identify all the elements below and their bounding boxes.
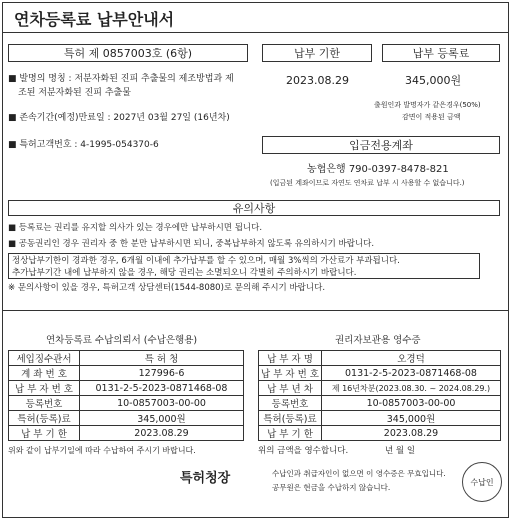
row-value: 0131-2-5-2023-0871468-08: [322, 366, 501, 381]
row-label: 납 부 자 번 호: [259, 366, 322, 381]
bank-account-note: (입금된 계좌이므로 자연도 연차료 납부 시 사용할 수 없습니다.): [270, 179, 465, 187]
title-divider: [3, 32, 509, 33]
row-label: 등록번호: [259, 396, 322, 411]
fee-reduction-note: 출원인과 발명자가 같은경우(50%): [374, 101, 481, 109]
due-date-value: 2023.08.29: [286, 74, 349, 87]
row-value: 10-0857003-00-00: [322, 396, 501, 411]
bank-account-number: 농협은행 790-0397-8478-821: [307, 164, 449, 175]
notice-header: 유의사항: [8, 200, 500, 216]
bank-slip-footer: 위와 같이 납부기일에 따라 수납하여 주시기 바랍니다.: [8, 446, 196, 455]
patent-number: 특허 제 0857003호 (6항): [8, 44, 248, 62]
row-label: 특허(등록)료: [9, 411, 80, 426]
row-value: 2023.08.29: [80, 426, 244, 441]
payment-stamp: 수납인: [462, 462, 502, 502]
slip-divider: [3, 310, 509, 311]
bank-slip-title: 연차등록료 수납의뢰서 (수납은행용): [46, 335, 198, 346]
row-label: 납 부 기 한: [9, 426, 80, 441]
fee-reduction-applied: 감면이 적용된 금액: [402, 113, 461, 121]
late-payment-warning-line2: 추가납부기간 내에 납부하지 않을 경우, 해당 권리는 소멸되오니 각별히 주의하시기 바랍니다.: [12, 268, 357, 278]
row-value: 제 16년차분(2023.08.30. ~ 2024.08.29.): [322, 381, 501, 396]
row-value: 0131-2-5-2023-0871468-08: [80, 381, 244, 396]
customer-number: ■ 특허고객번호 : 4-1995-054370-6: [8, 140, 159, 150]
bank-account-header: 입금전용계좌: [262, 136, 500, 154]
row-label: 특허(등록)료: [259, 411, 322, 426]
row-value: 10-0857003-00-00: [80, 396, 244, 411]
row-value: 345,000원: [322, 411, 501, 426]
row-label: 납 부 년 차: [259, 381, 322, 396]
table-row: [9, 396, 244, 411]
row-label: 계 좌 번 호: [9, 366, 80, 381]
row-label: 등록번호: [9, 396, 80, 411]
notice-item-1: ■ 등록료는 권리를 유지할 의사가 있는 경우에만 납부하시면 됩니다.: [8, 223, 263, 233]
table-row: [9, 411, 244, 426]
notice-item-2: ■ 공동권리인 경우 권리자 중 한 분만 납부하시면 되니, 중복납부하지 않도록 유의하시기 바랍니다.: [8, 239, 375, 249]
table-row: [9, 366, 244, 381]
row-value: 345,000원: [80, 411, 244, 426]
row-label: 납 부 기 한: [259, 426, 322, 441]
inquiry-note: ※ 문의사항이 있을 경우, 특허고객 상담센터(1544-8080)로 문의해 주시기 바랍니다.: [8, 283, 326, 293]
row-label: 세입징수관서: [9, 351, 80, 366]
table-row: [259, 351, 501, 366]
table-row: [259, 381, 501, 396]
table-row: [259, 396, 501, 411]
late-payment-warning-line1: 정상납부기한이 경과한 경우, 6개월 이내에 추가납부를 할 수 있으며, 매월 3%씩의 가산료가 부과됩니다.: [12, 256, 400, 266]
due-date-header: 납부 기한: [262, 44, 372, 62]
table-row: [259, 411, 501, 426]
document-title: 연차등록료 납부안내서: [14, 10, 175, 29]
receipt-title: 권리자보관용 영수증: [335, 335, 421, 346]
row-value: 2023.08.29: [322, 426, 501, 441]
invention-title-line1: ■ 발명의 명칭 : 저분자화된 진피 추출물의 제조방법과 제: [8, 74, 234, 84]
row-value: 127996-6: [80, 366, 244, 381]
receipt-note-2: 공무원은 현금을 수납하지 않습니다.: [272, 483, 391, 492]
expiry-date: ■ 존속기간(예정)만료일 : 2027년 03월 27일 (16년차): [8, 113, 230, 123]
row-label: 납 부 자 번 호: [9, 381, 80, 396]
table-row: [9, 351, 244, 366]
table-row: [9, 426, 244, 441]
fee-amount-value: 345,000원: [405, 74, 462, 87]
row-value: 오경덕: [322, 351, 501, 366]
fee-header: 납부 등록료: [382, 44, 500, 62]
receipt-footer: 위의 금액을 영수합니다.: [258, 446, 349, 456]
receipt-table: [258, 350, 501, 441]
row-label: 납 부 자 명: [259, 351, 322, 366]
row-value: 특 허 청: [80, 351, 244, 366]
table-row: [259, 366, 501, 381]
issuer-name: 특허청장: [180, 471, 231, 486]
table-row: [259, 426, 501, 441]
table-row: [9, 381, 244, 396]
bank-slip-table: [8, 350, 244, 441]
invention-title-line2: 조된 저분자화된 진피 추출물: [18, 88, 131, 98]
receipt-date: 년 월 일: [385, 446, 416, 456]
receipt-note-1: 수납인과 취급자인이 없으면 이 영수증은 무효입니다.: [272, 469, 446, 478]
